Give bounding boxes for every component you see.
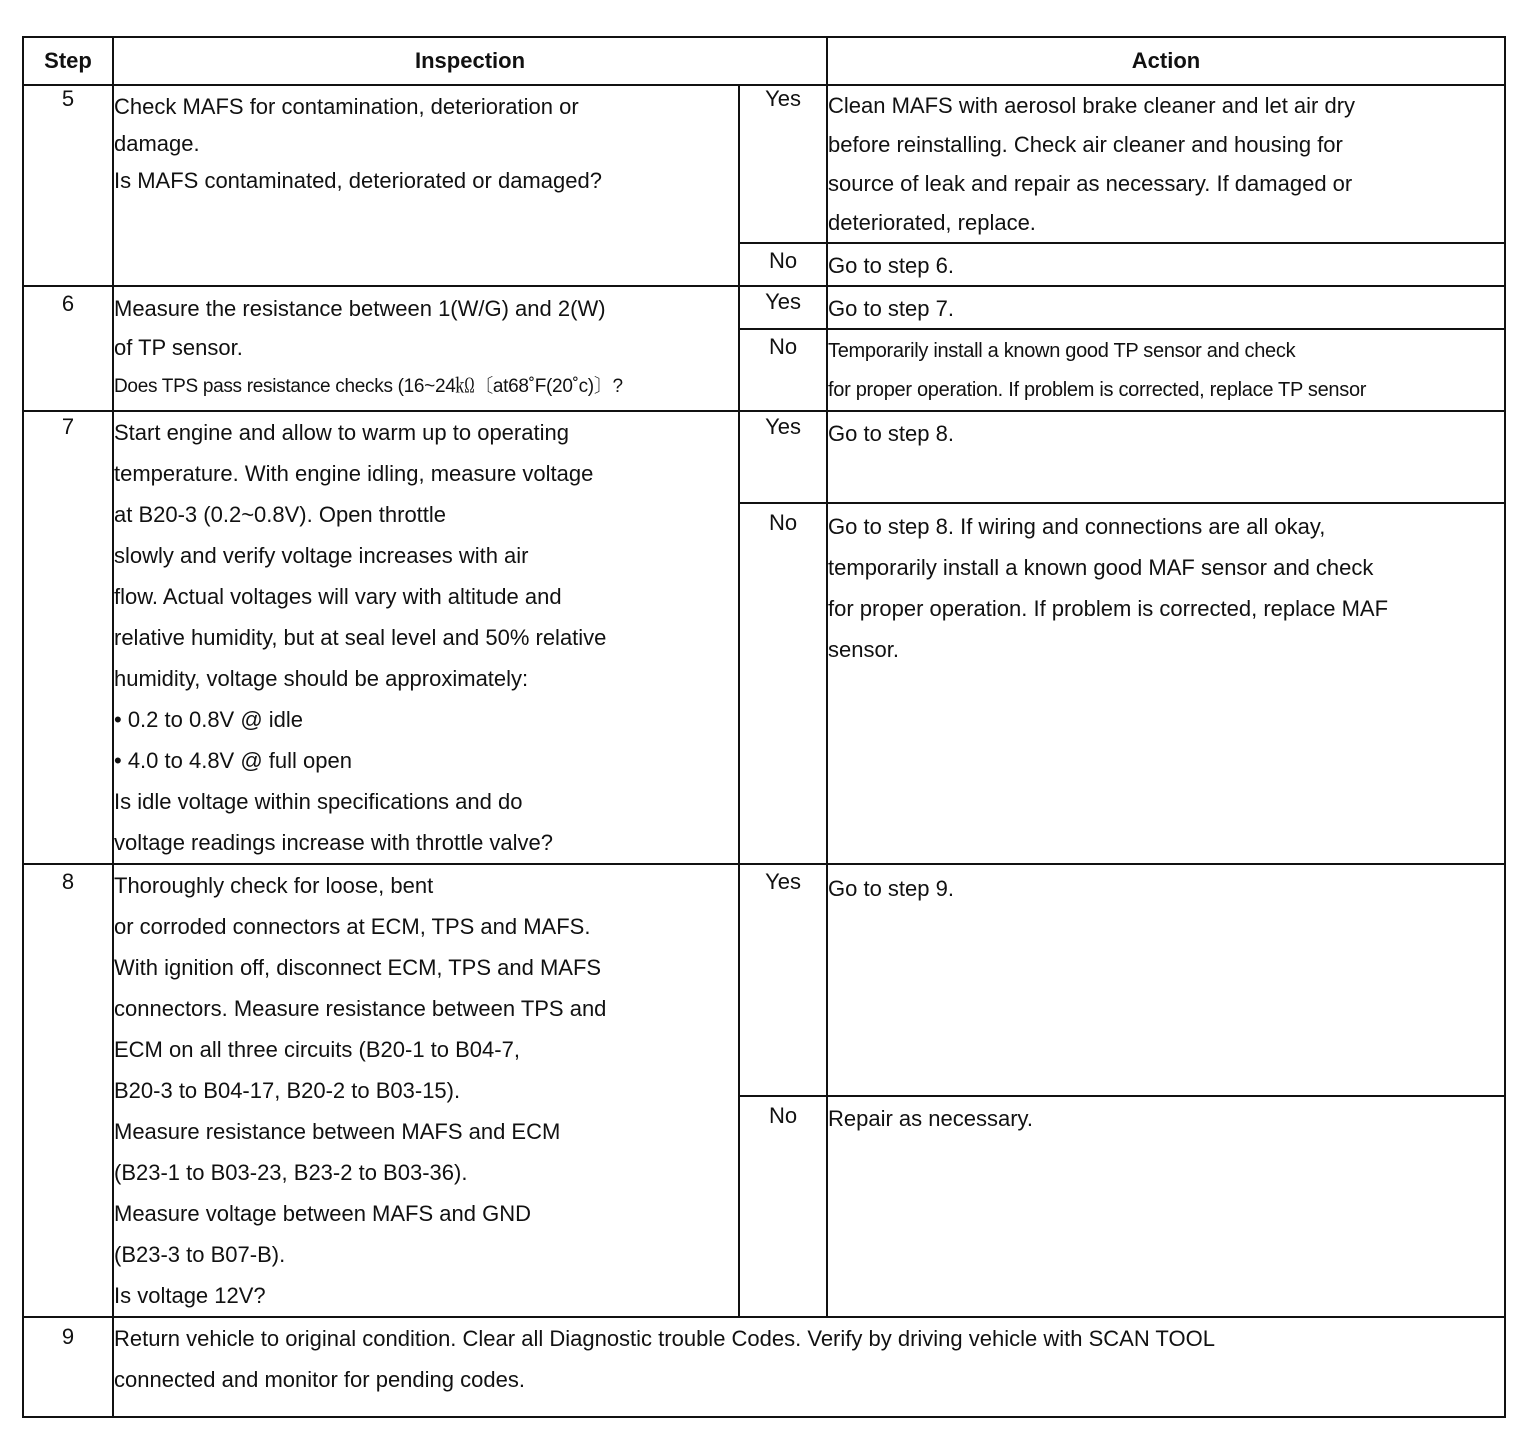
yes-label: Yes (739, 286, 827, 329)
inspection-line: at B20-3 (0.2~0.8V). Open throttle (114, 502, 447, 527)
inspection-line: (B23-3 to B07-B). (114, 1242, 286, 1267)
inspection-line: ECM on all three circuits (B20-1 to B04-7, (114, 1037, 520, 1062)
yes-label: Yes (739, 411, 827, 503)
no-action-cell (827, 1096, 1505, 1317)
action-line: deteriorated, replace. (828, 210, 1036, 235)
table-header-row (23, 37, 1505, 85)
inspection-line: • 4.0 to 4.8V @ full open (114, 748, 352, 773)
action-line: Go to step 8. (828, 421, 954, 446)
inspection-line: Is voltage 12V? (114, 1283, 266, 1308)
inspection-line: Thoroughly check for loose, bent (114, 873, 434, 898)
action-line: Go to step 8. If wiring and connections are all okay, (828, 514, 1326, 540)
action-line: before reinstalling. Check air cleaner and housing for (828, 132, 1343, 157)
final-step-line: connected and monitor for pending codes. (114, 1367, 525, 1392)
inspection-cell (113, 286, 739, 411)
yes-action-cell (827, 85, 1505, 243)
table-row (23, 286, 1505, 329)
inspection-line: connectors. Measure resistance between TPS and (114, 996, 607, 1021)
table-row (23, 1317, 1505, 1417)
action-line: Go to step 9. (828, 876, 954, 901)
action-line: Go to step 7. (828, 296, 954, 321)
no-action-cell (827, 329, 1505, 411)
final-step-line: Return vehicle to original condition. Clear all Diagnostic trouble Codes. Verify by driving vehicle with SCAN TOOL (114, 1326, 1215, 1351)
header-inspection: Inspection (113, 37, 827, 85)
header-action: Action (827, 37, 1505, 85)
no-label: No (739, 503, 827, 864)
yes-label: Yes (739, 85, 827, 243)
inspection-line: flow. Actual voltages will vary with altitude and (114, 584, 562, 609)
inspection-line: (B23-1 to B03-23, B23-2 to B03-36). (114, 1160, 468, 1185)
inspection-line: Check MAFS for contamination, deterioration or (114, 94, 579, 119)
step-number: 6 (23, 286, 113, 411)
inspection-line: Is idle voltage within specifications and do (114, 789, 523, 814)
inspection-cell (113, 411, 739, 864)
no-label: No (739, 1096, 827, 1317)
action-line: for proper operation. If problem is corrected, replace TP sensor (828, 379, 1367, 401)
yes-label: Yes (739, 864, 827, 1096)
table-row (23, 411, 1505, 503)
step-number: 8 (23, 864, 113, 1317)
table-row (23, 85, 1505, 243)
inspection-line: Start engine and allow to warm up to operating (114, 420, 569, 445)
inspection-line: voltage readings increase with throttle valve? (114, 830, 554, 855)
action-line: sensor. (828, 637, 899, 663)
yes-action-cell (827, 864, 1505, 1096)
inspection-line: slowly and verify voltage increases with air (114, 543, 529, 568)
action-line: Clean MAFS with aerosol brake cleaner and let air dry (828, 93, 1356, 118)
inspection-line: of TP sensor. (114, 335, 243, 360)
inspection-line: Is MAFS contaminated, deteriorated or damaged? (114, 168, 602, 193)
inspection-cell (113, 864, 739, 1317)
inspection-line: Measure resistance between MAFS and ECM (114, 1119, 561, 1144)
inspection-line: • 0.2 to 0.8V @ idle (114, 707, 304, 732)
inspection-line: With ignition off, disconnect ECM, TPS and MAFS (114, 955, 602, 980)
inspection-cell (113, 85, 739, 286)
inspection-line: Measure voltage between MAFS and GND (114, 1201, 531, 1226)
yes-action-cell (827, 286, 1505, 329)
inspection-line: Does TPS pass resistance checks (16~24㏀〔at68˚F(20˚c)〕? (114, 376, 623, 397)
no-action-cell (827, 243, 1505, 286)
diagnostic-table (22, 36, 1506, 1418)
inspection-line: damage. (114, 131, 200, 156)
inspection-line: Measure the resistance between 1(W/G) and 2(W) (114, 296, 606, 321)
no-action-cell (827, 503, 1505, 864)
final-step-cell (113, 1317, 1505, 1417)
action-line: for proper operation. If problem is corrected, replace MAF (828, 596, 1389, 622)
inspection-line: B20-3 to B04-17, B20-2 to B03-15). (114, 1078, 461, 1103)
inspection-line: relative humidity, but at seal level and 50% relative (114, 625, 607, 650)
no-label: No (739, 243, 827, 286)
action-line: temporarily install a known good MAF sensor and check (828, 555, 1374, 581)
inspection-line: or corroded connectors at ECM, TPS and MAFS. (114, 914, 591, 939)
yes-action-cell (827, 411, 1505, 503)
header-step: Step (23, 37, 113, 85)
no-label: No (739, 329, 827, 411)
action-line: Go to step 6. (828, 253, 954, 278)
inspection-line: temperature. With engine idling, measure voltage (114, 461, 594, 486)
step-number: 5 (23, 85, 113, 286)
step-number: 7 (23, 411, 113, 864)
action-line: Repair as necessary. (828, 1105, 1034, 1131)
action-line: source of leak and repair as necessary. If damaged or (828, 171, 1353, 196)
inspection-line: humidity, voltage should be approximately: (114, 666, 529, 691)
table-row (23, 864, 1505, 1096)
action-line: Temporarily install a known good TP sensor and check (828, 340, 1296, 362)
step-number: 9 (23, 1317, 113, 1417)
